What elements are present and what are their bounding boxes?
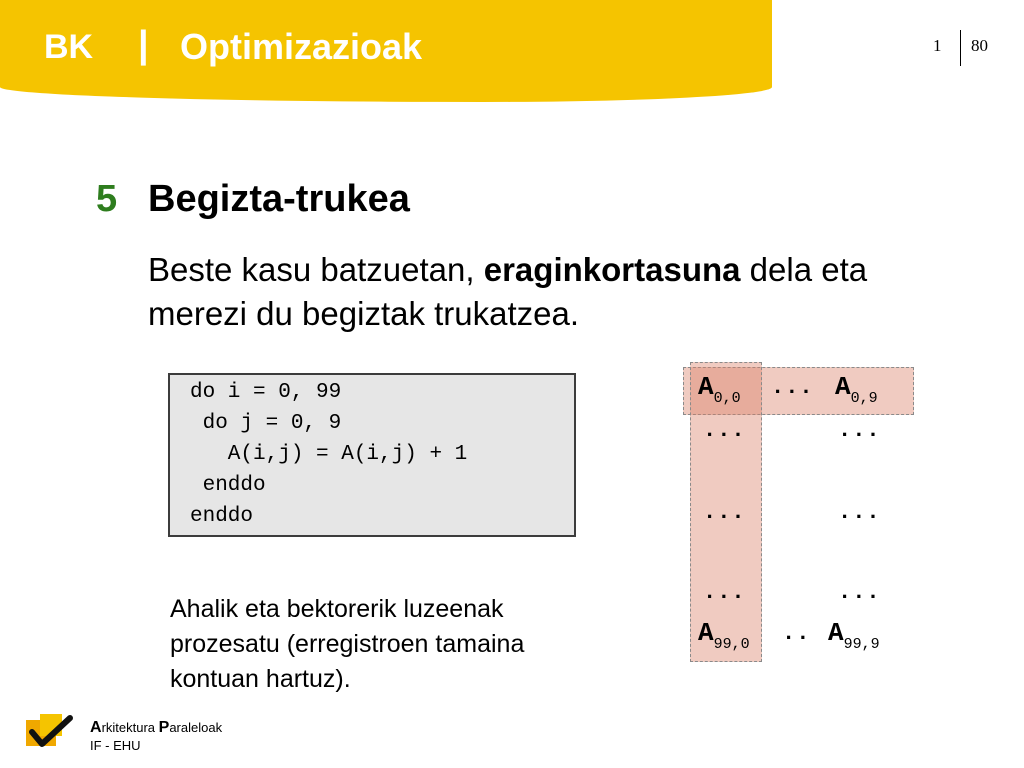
matrix-a09 [835, 372, 878, 407]
matrix-subscript: 99,0 [713, 636, 750, 653]
note-text: Ahalik eta bektorerik luzeenak prozesatu (erregistroen tamaina kontuan hartuz). [170, 595, 525, 693]
matrix-letter: A [698, 618, 714, 648]
brand-label: BK [44, 28, 94, 66]
section-number: 5 [96, 178, 118, 220]
footer-initial: P [158, 719, 170, 736]
matrix-a999 [828, 618, 880, 653]
matrix-letter: A [698, 372, 714, 402]
page-current: 1 [933, 36, 942, 55]
code-line: A(i,j) = A(i,j) + 1 [190, 443, 468, 466]
matrix-dots: ... [703, 418, 746, 443]
code-line: enddo [190, 505, 254, 528]
matrix-subscript: 0,0 [713, 390, 741, 407]
para-text-bold: eraginkortasuna [483, 251, 741, 288]
matrix-dots: ... [703, 500, 746, 525]
footer-institution: IF - EHU [90, 738, 141, 753]
page-divider [960, 30, 961, 66]
matrix-dots: ... [838, 580, 881, 605]
code-line: enddo [190, 474, 266, 497]
footer-org-name [90, 719, 222, 737]
matrix-subscript: 0,9 [850, 390, 878, 407]
page-title: Optimizazioak [180, 26, 423, 67]
matrix-dots: ... [838, 500, 881, 525]
checkmark-logo-icon [26, 714, 74, 750]
matrix-a00 [698, 372, 741, 407]
section-title: Begizta-trukea [148, 178, 410, 220]
matrix-dots: ... [771, 375, 814, 400]
matrix-dots: ... [838, 418, 881, 443]
matrix-subscript: 99,9 [843, 636, 880, 653]
matrix-dots: ... [703, 580, 746, 605]
para-text-pre: Beste kasu batzuetan, [148, 251, 484, 288]
footer-text: rkitektura [101, 720, 159, 735]
matrix-letter: A [835, 372, 851, 402]
page-total: 80 [971, 36, 988, 55]
matrix-letter: A [828, 618, 844, 648]
section-paragraph [148, 248, 928, 336]
footer-text: araleloak [169, 720, 223, 735]
code-line: do i = 0, 99 [190, 381, 342, 404]
para-text-post: dela eta merezi du begiztak trukatzea. [148, 251, 868, 332]
matrix-a990 [698, 618, 750, 653]
matrix-dots: .. [782, 621, 811, 646]
code-block [168, 373, 576, 537]
code-line: do j = 0, 9 [190, 412, 342, 435]
header-separator: | [138, 24, 149, 66]
footer-initial: A [90, 719, 102, 736]
